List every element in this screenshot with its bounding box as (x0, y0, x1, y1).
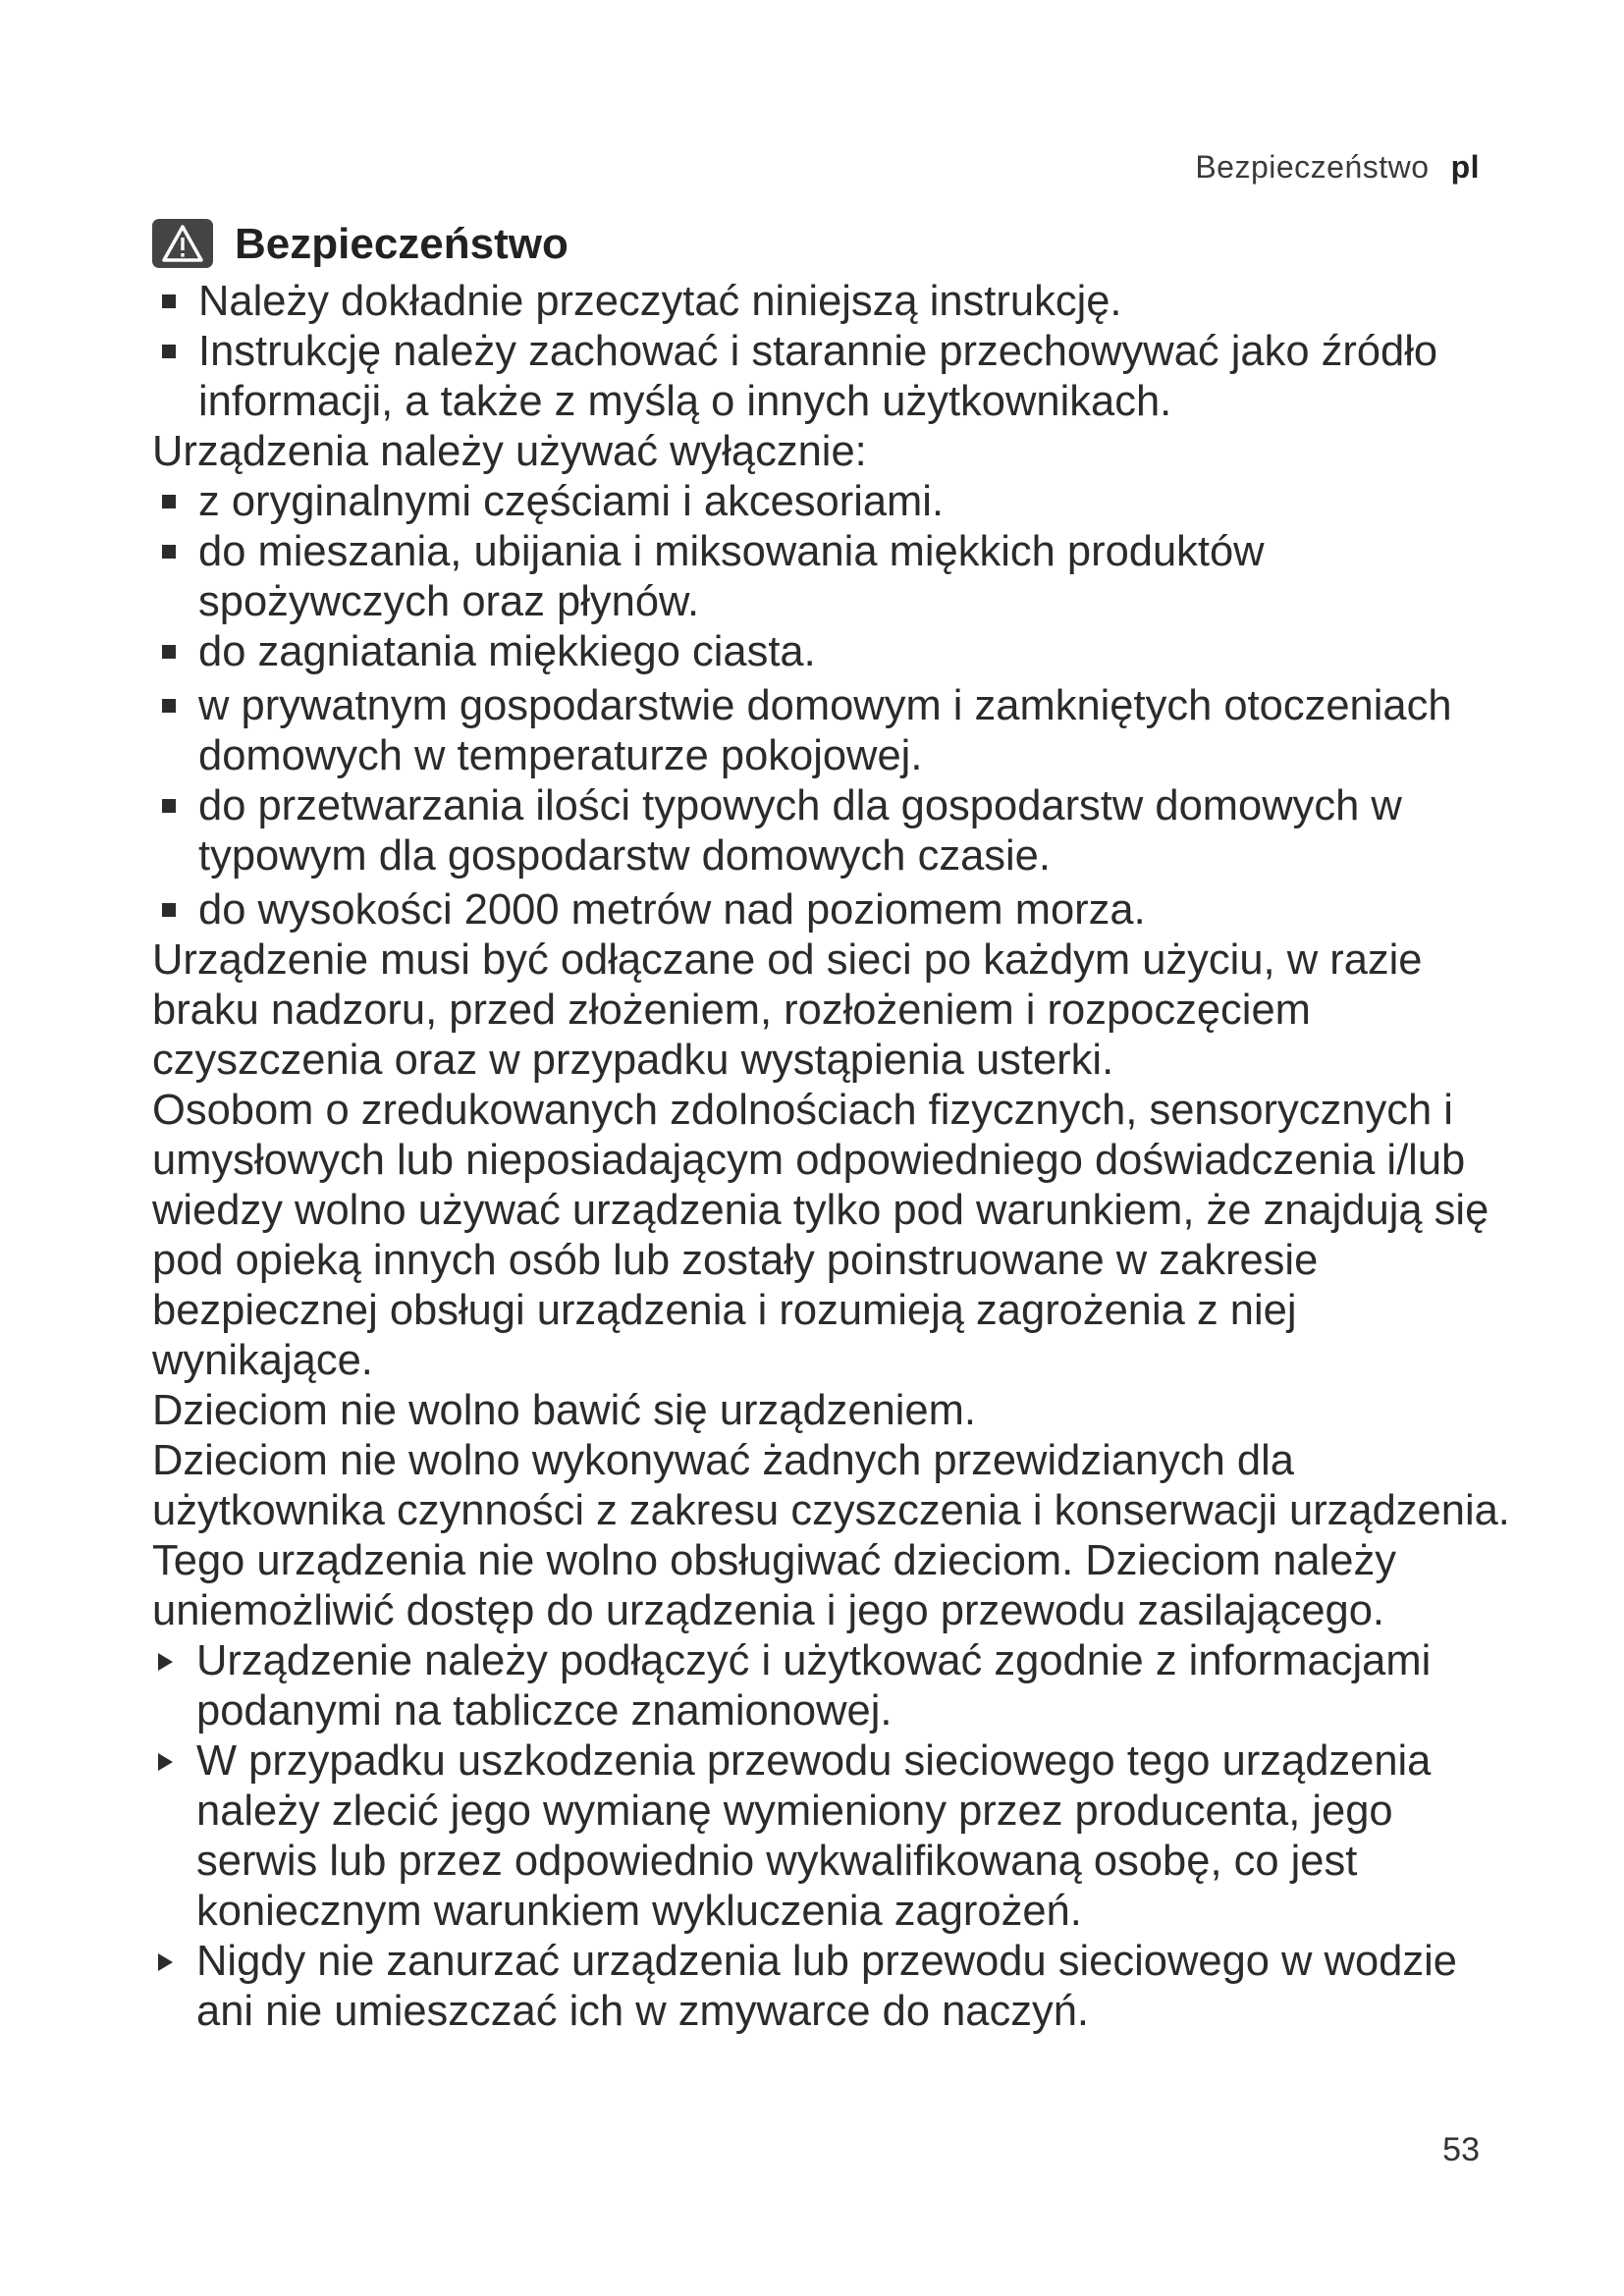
bullet-square-icon (162, 645, 176, 659)
bullet-square-icon (162, 495, 176, 508)
bullet-square-icon (162, 545, 176, 559)
header-section: Bezpieczeństwo (1195, 149, 1430, 185)
section-title (152, 214, 1517, 273)
bullet-square-icon (162, 903, 176, 917)
list-item: Instrukcję należy zachować i starannie przechowywać jako źródło informacji, a także z myślą o innych użytkownikach. (152, 327, 1517, 427)
usage-intro: Urządzenia należy używać wyłącznie: (152, 428, 867, 475)
page-content (152, 214, 1517, 2037)
list-item: do zagniatania miękkiego ciasta. (152, 627, 1517, 677)
header-language: pl (1450, 149, 1480, 185)
warning-triangle-icon (152, 219, 213, 268)
bullet-square-icon (162, 345, 176, 358)
list-item: do przetwarzania ilości typowych dla gospodarstw domowych w typowym dla gospodarstw domowych czasie. (152, 781, 1517, 881)
bullet-square-icon (162, 699, 176, 713)
list-item: z oryginalnymi częściami i akcesoriami. (152, 477, 1517, 527)
paragraph-disconnect: Urządzenie musi być odłączane od sieci po każdym użyciu, w razie braku nadzoru, przed złożeniem, rozłożeniem i rozpoczęciem czyszczenia oraz w przypadku wystąpienia usterki. (152, 936, 1423, 1084)
arrow-right-icon (158, 1753, 173, 1771)
arrow-right-icon (158, 1953, 173, 1971)
list-item: Nigdy nie zanurzać urządzenia lub przewodu sieciowego w wodzie ani nie umieszczać ich w zmywarce do naczyń. (152, 1937, 1517, 2037)
list-item: w prywatnym gospodarstwie domowym i zamkniętych otoczeniach domowych w temperaturze pokojowej. (152, 681, 1517, 781)
paragraph-reduced-abilities: Osobom o zredukowanych zdolnościach fizycznych, sensorycznych i umysłowych lub nieposiadającym odpowiedniego doświadczenia i/lub wiedzy wolno używać urządzenia tylko pod warunkiem, że znajdują się pod opieką innych osób lub zostały poinstruowane w zakresie bezpiecznej obsługi urządzenia i rozumieją zagrożenia z niej wynikające. (152, 1087, 1489, 1384)
paragraph-children-cleaning: Dzieciom nie wolno wykonywać żadnych przewidzianych dla użytkownika czynności z zakresu czyszczenia i konserwacji urządzenia. Tego urządzenia nie wolno obsługiwać dzieciom. Dzieciom należy uniemożliwić dostęp do urządzenia i jego przewodu zasilającego. (152, 1437, 1510, 1634)
list-item: Urządzenie należy podłączyć i użytkować zgodnie z informacjami podanymi na tabliczce znamionowej. (152, 1636, 1517, 1736)
list-item: Należy dokładnie przeczytać niniejszą instrukcję. (152, 277, 1517, 327)
page-number: 53 (1442, 2131, 1480, 2168)
page-title: Bezpieczeństwo (235, 219, 568, 268)
bullet-square-icon (162, 799, 176, 813)
bullet-square-icon (162, 294, 176, 308)
list-item: do wysokości 2000 metrów nad poziomem morza. (152, 885, 1517, 935)
list-item: W przypadku uszkodzenia przewodu sieciowego tego urządzenia należy zlecić jego wymianę wymieniony przez producenta, jego serwis lub przez odpowiednio wykwalifikowaną osobę, co jest koniecznym warunkiem wykluczenia zagrożeń. (152, 1736, 1517, 1937)
paragraph-children-play: Dzieciom nie wolno bawić się urządzeniem. (152, 1387, 976, 1434)
list-item: do mieszania, ubijania i miksowania miękkich produktów spożywczych oraz płynów. (152, 527, 1517, 627)
running-header (1195, 149, 1480, 186)
arrow-right-icon (158, 1653, 173, 1671)
